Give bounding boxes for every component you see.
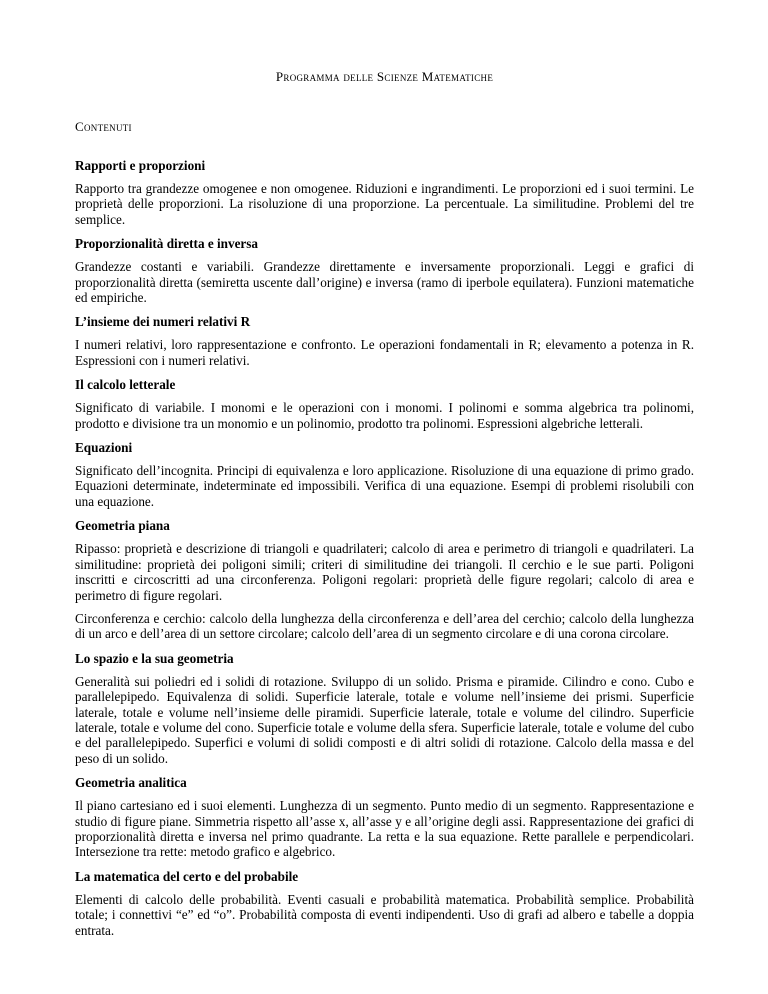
section-heading: Il calcolo letterale <box>75 377 176 393</box>
section-paragraph: Ripasso: proprietà e descrizione di triangoli e quadrilateri; calcolo di area e perimetro di triangoli e quadrilateri. La similitudine: proprietà dei poligoni simili; criteri di similitudine dei triangoli. Il cerchio e le sue parti. Poligoni inscritti e circoscritti ad una circonferenza. Poligoni regolari: proprietà delle figure regolari; calcolo di area e perimetro di figure regolari. <box>75 541 694 603</box>
section-heading: La matematica del certo e del probabile <box>75 868 299 884</box>
section-paragraph: Significato di variabile. I monomi e le operazioni con i monomi. I polinomi e somma algebrica tra polinomi, prodotto e divisione tra un monomio e un polinomio, prodotto tra polinomi. Espressioni algebriche letterali. <box>75 400 694 431</box>
section-block <box>75 236 694 305</box>
section-block <box>75 440 694 509</box>
document-title <box>75 71 694 85</box>
section-block <box>75 775 694 860</box>
section-block <box>75 377 694 431</box>
section-paragraph: Il piano cartesiano ed i suoi elementi. Lunghezza di un segmento. Punto medio di un segmento. Rappresentazione e studio di figure piane. Simmetria rispetto all’asse x, all’asse y e all’origine degli assi. Rappresentazione dei grafici di proporzionalità diretta e inversa nel primo quadrante. La retta e la sua equazione. Rette parallele e perpendicolari. Intersezione tra rette: metodo grafico e algebrico. <box>75 798 694 860</box>
section-paragraph: Circonferenza e cerchio: calcolo della lunghezza della circonferenza e dell’area del cerchio; calcolo della lunghezza di un arco e dell’area di un settore circolare; calcolo dell’area di un segmento circolare e di una corona circolare. <box>75 610 694 642</box>
contents-label-text: Contenuti <box>75 119 132 134</box>
section-block <box>75 158 694 227</box>
section-paragraph: Rapporto tra grandezze omogenee e non omogenee. Riduzioni e ingrandimenti. Le proporzioni ed i suoi termini. Le proprietà delle proporzioni. La risoluzione di una proporzione. La percentuale. La similitudine. Problemi del tre semplice. <box>75 181 694 227</box>
section-paragraph: Generalità sui poliedri ed i solidi di rotazione. Sviluppo di un solido. Prisma e piramide. Cilindro e cono. Cubo e parallelepipedo. Equivalenza di solidi. Superficie laterale, totale e volume nell’insieme dei prismi. Superficie laterale, totale e volume nell’insieme delle piramidi. Superficie laterale, totale e volume del cilindro. Superficie laterale, totale e volume del cono. Superficie totale e volume della sfera. Superficie laterale, totale e volume del cubo e del parallelepipedo. Superfici e volumi di solidi composti e di altri solidi di rotazione. Calcolo della massa e del peso di un solido. <box>75 673 694 766</box>
document-title-text: Programma delle Scienze Matematiche <box>275 69 494 84</box>
sections-list <box>75 158 694 938</box>
section-paragraph: Elementi di calcolo delle probabilità. Eventi casuali e probabilità matematica. Probabilità semplice. Probabilità totale; i connettivi “e” ed “o”. Probabilità composta di eventi indipendenti. Uso di grafi ad albero e tabelle a doppia entrata. <box>75 891 694 938</box>
section-block <box>75 314 694 368</box>
section-heading: Equazioni <box>75 440 133 456</box>
section-paragraph: I numeri relativi, loro rappresentazione e confronto. Le operazioni fondamentali in R; elevamento a potenza in R. Espressioni con i numeri relativi. <box>75 337 694 368</box>
section-paragraph: Grandezze costanti e variabili. Grandezze direttamente e inversamente proporzionali. Leggi e grafici di proporzionalità diretta (semiretta uscente dall’origine) e inversa (ramo di iperbole equilatera). Funzioni matematiche ed empiriche. <box>75 259 694 306</box>
section-heading: Geometria analitica <box>75 775 187 791</box>
section-heading: Rapporti e proporzioni <box>75 158 206 173</box>
section-heading: L’insieme dei numeri relativi R <box>75 314 251 330</box>
section-block <box>75 869 694 938</box>
section-paragraph: Significato dell’incognita. Principi di equivalenza e loro applicazione. Risoluzione di una equazione di primo grado. Equazioni determinate, indeterminate ed impossibili. Verifica di una equazione. Esempi di problemi risolubili con una equazione. <box>75 463 694 509</box>
section-heading: Lo spazio e la sua geometria <box>75 650 234 666</box>
section-block <box>75 518 694 641</box>
section-heading: Proporzionalità diretta e inversa <box>75 236 259 252</box>
section-heading: Geometria piana <box>75 518 170 534</box>
contents-label <box>75 121 694 135</box>
document-page <box>75 0 694 947</box>
section-block <box>75 651 694 766</box>
